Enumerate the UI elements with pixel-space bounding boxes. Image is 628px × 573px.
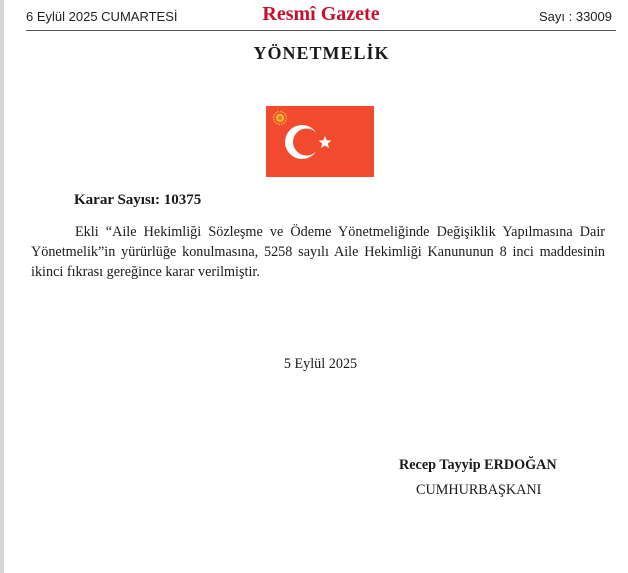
masthead [26, 2, 616, 31]
signer-title: CUMHURBAŞKANI [416, 482, 542, 498]
masthead-issue-number: Sayı : 33009 [539, 9, 612, 24]
page-left-border [0, 0, 4, 573]
signer-name: Recep Tayyip ERDOĞAN [399, 457, 557, 473]
masthead-title: Resmî Gazete [262, 3, 380, 25]
masthead-date: 6 Eylül 2025 CUMARTESİ [26, 9, 178, 24]
decree-date: 5 Eylül 2025 [283, 356, 358, 372]
decree-body-text: Ekli “Aile Hekimliği Sözleşme ve Ödeme Yönetmeliğinde Değişiklik Yapılmasına Dair Yönetmelik”in yürürlüğe konulmasına, 5258 sayılı Aile Hekimliği Kanununun 8 inci maddesinin ikinci fıkrası gereğince karar verilmiştir. [31, 224, 605, 280]
turkish-flag-icon [266, 106, 374, 177]
decree-number: Karar Sayısı: 10375 [74, 192, 202, 208]
document-type-heading: YÖNETMELİK [253, 43, 390, 63]
